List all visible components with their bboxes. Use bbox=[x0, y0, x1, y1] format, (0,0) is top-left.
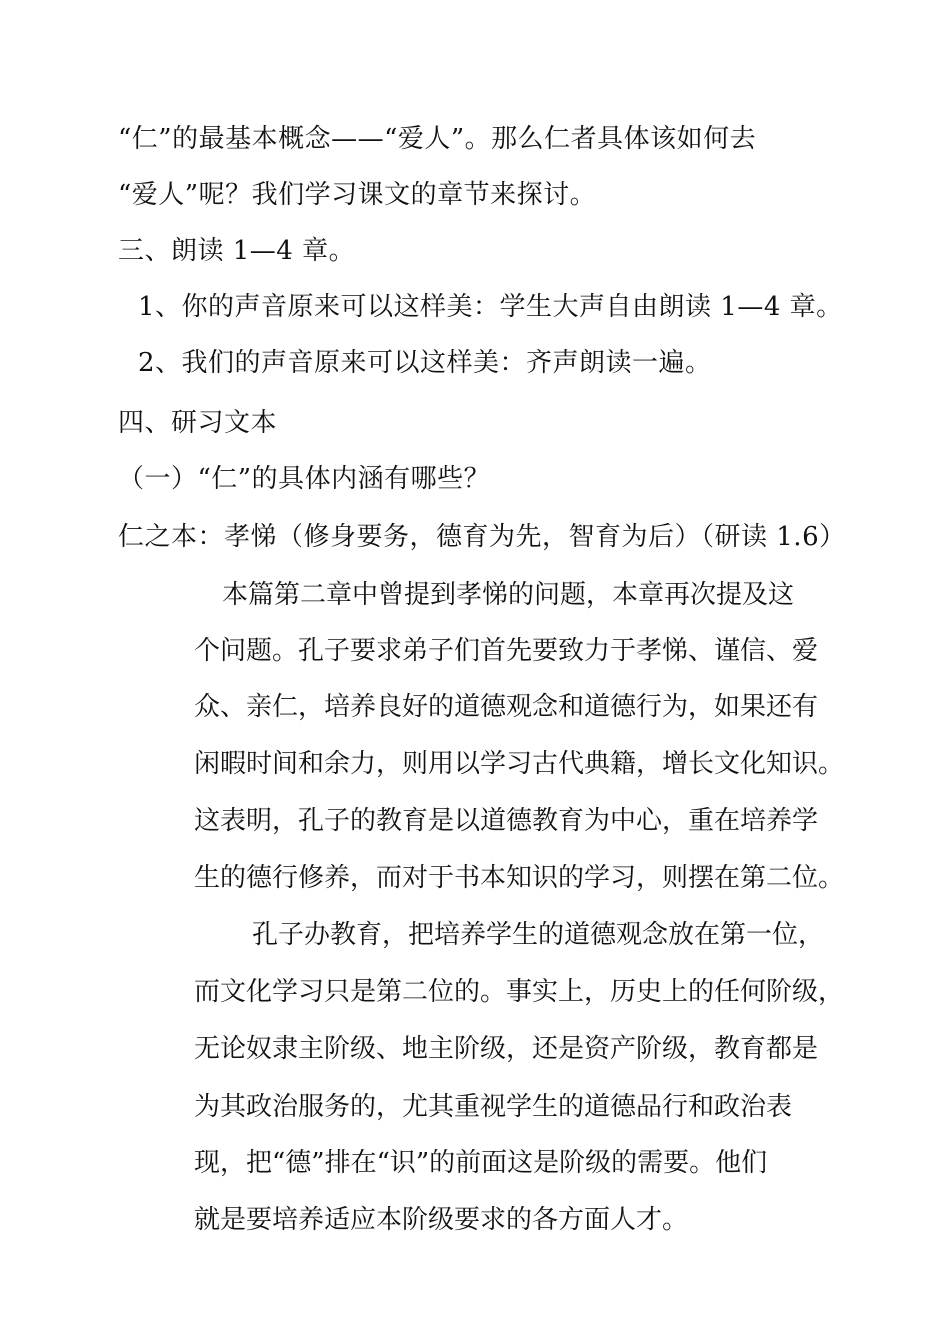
intro-line-2: “爱人”呢？我们学习课文的章节来探讨。 bbox=[118, 180, 597, 210]
intro-line-1: “仁”的最基本概念——“爱人”。那么仁者具体该如何去 bbox=[118, 124, 757, 154]
section-4-subheading: （一）“仁”的具体内涵有哪些？ bbox=[118, 464, 491, 494]
paragraph-1-line: 本篇第二章中曾提到孝悌的问题，本章再次提及这 bbox=[222, 580, 795, 610]
paragraph-1-line: 闲暇时间和余力，则用以学习古代典籍，增长文化知识。 bbox=[194, 749, 845, 779]
paragraph-2-line: 而文化学习只是第二位的。事实上，历史上的任何阶级， bbox=[194, 977, 845, 1007]
section-3-heading: 三、朗读 1—4 章。 bbox=[118, 236, 356, 266]
paragraph-1-line: 生的德行修养，而对于书本知识的学习，则摆在第二位。 bbox=[194, 863, 845, 893]
paragraph-1-line: 这表明，孔子的教育是以道德教育为中心，重在培养学 bbox=[194, 806, 819, 836]
section-3-item-2: 2、我们的声音原来可以这样美：齐声朗读一遍。 bbox=[138, 348, 712, 378]
paragraph-2-line: 现，把“德”排在“识”的前面这是阶级的需要。他们 bbox=[194, 1148, 768, 1178]
section-4-heading: 四、研习文本 bbox=[118, 408, 278, 438]
paragraph-2-line: 孔子办教育，把培养学生的道德观念放在第一位， bbox=[252, 920, 825, 950]
paragraph-2-line: 就是要培养适应本阶级要求的各方面人才。 bbox=[194, 1205, 689, 1235]
paragraph-1-line: 个问题。孔子要求弟子们首先要致力于孝悌、谨信、爱 bbox=[194, 636, 819, 666]
section-3-item-1: 1、你的声音原来可以这样美：学生大声自由朗读 1—4 章。 bbox=[138, 292, 843, 322]
paragraph-1-line: 众、亲仁，培养良好的道德观念和道德行为，如果还有 bbox=[194, 692, 819, 722]
paragraph-2-line: 为其政治服务的，尤其重视学生的道德品行和政治表 bbox=[194, 1092, 793, 1122]
section-4-root-line: 仁之本：孝悌（修身要务，德育为先，智育为后）（研读 1.6） bbox=[118, 522, 846, 552]
paragraph-2-line: 无论奴隶主阶级、地主阶级，还是资产阶级，教育都是 bbox=[194, 1034, 819, 1064]
